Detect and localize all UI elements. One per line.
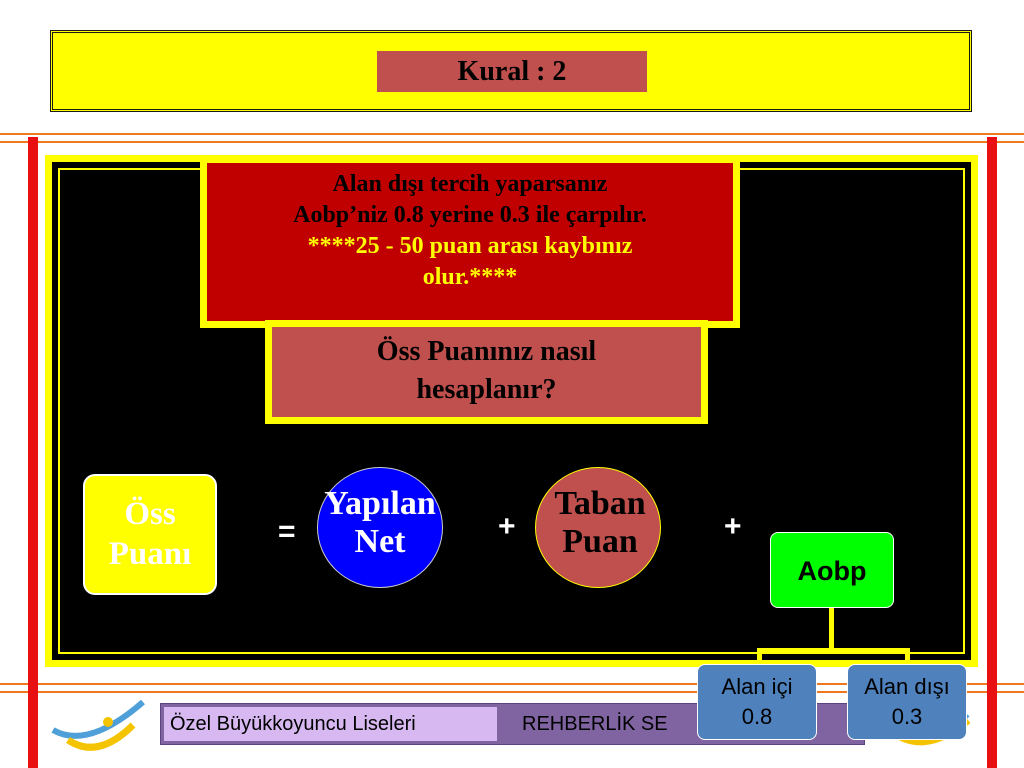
yapilan-net-label — [300, 485, 460, 561]
question-line-2: hesaplanır? — [416, 374, 557, 405]
alan-disi-box — [847, 664, 967, 740]
net-label-1: Yapılan — [324, 485, 436, 522]
frame-line-top — [0, 133, 1024, 135]
rule-line-2: Aobp’niz 0.8 yerine 0.3 ile çarpılır. — [293, 202, 647, 228]
frame-bar-right — [987, 137, 997, 768]
rule-line-1: Alan dışı tercih yaparsanız — [332, 171, 608, 197]
equals-sign: = — [278, 515, 296, 548]
net-label-2: Net — [354, 523, 406, 560]
oss-label-1: Öss — [124, 496, 176, 532]
tree-connector-bar — [757, 648, 910, 653]
plus-sign-1: + — [498, 510, 516, 543]
alan-disi-label: Alan dışı — [864, 674, 950, 699]
logo-left — [48, 700, 148, 755]
oss-label-2: Puanı — [108, 536, 192, 572]
aobp-box: Aobp — [770, 532, 894, 608]
plus-sign-2: + — [724, 510, 742, 543]
taban-puan-label — [520, 485, 680, 561]
alan-ici-label: Alan içi — [721, 674, 793, 699]
taban-label-2: Puan — [562, 523, 638, 560]
footer-department: REHBERLİK SE — [522, 713, 668, 735]
oss-puani-box — [83, 474, 217, 595]
footer-school: Özel Büyükkoyuncu Liseleri — [170, 713, 416, 735]
alan-ici-box — [697, 664, 817, 740]
alan-disi-value: 0.3 — [891, 704, 923, 729]
question-box — [272, 327, 701, 417]
slide-title: Kural : 2 — [377, 51, 647, 92]
rule-line-3: ****25 - 50 puan arası kaybınız — [307, 233, 633, 259]
frame-bar-left — [28, 137, 38, 768]
question-line-1: Öss Puanınız nasıl — [376, 336, 597, 367]
tree-connector-stem — [829, 608, 834, 650]
taban-label-1: Taban — [554, 485, 646, 522]
alan-ici-value: 0.8 — [741, 704, 773, 729]
frame-line-top-2 — [0, 141, 1024, 143]
rule-box — [207, 163, 733, 321]
rule-line-4: olur.**** — [422, 264, 518, 290]
